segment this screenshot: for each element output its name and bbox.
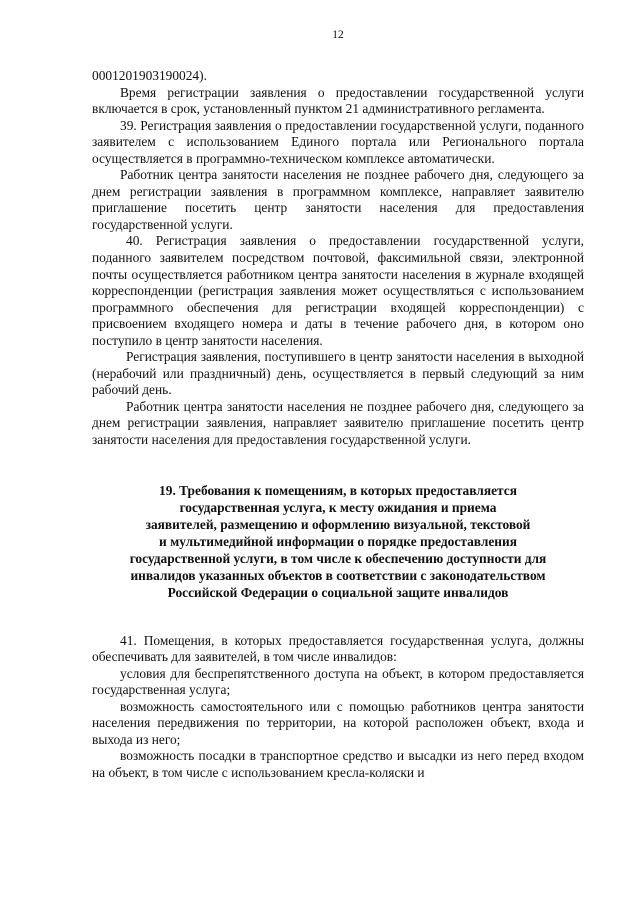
paragraph: Работник центра занятости населения не позднее рабочего дня, следующего за днем регистрации заявления, направляет заявителю приглашение посетить центр занятости населения для предоставления государственной услуги. — [92, 398, 584, 448]
paragraph: Время регистрации заявления о предоставлении государственной услуги включается в срок, установленный пунктом 21 административного регламента. — [92, 84, 584, 117]
paragraph: 41. Помещения, в которых предоставляется государственная услуга, должны обеспечивать для заявителей, в том числе инвалидов: — [92, 632, 584, 665]
body-bottom — [92, 633, 584, 782]
paragraph: Регистрация заявления, поступившего в центр занятости населения в выходной (нерабочий или праздничный) день, осуществляется в первый следующий за ним рабочий день. — [92, 349, 584, 398]
body-top — [92, 68, 584, 449]
heading-line: заявителей, размещению и оформлению визуальной, текстовой — [145, 516, 531, 532]
paragraph: возможность самостоятельного или с помощью работников центра занятости населения передвижения по территории, на которой расположен объект, входа и выхода из него; — [92, 698, 584, 747]
paragraph: возможность посадки в транспортное средство и высадки из него перед входом на объект, в том числе с использованием кресла-коляски и — [92, 748, 584, 780]
heading-line: 19. Требования к помещениям, в которых предоставляется — [159, 482, 517, 498]
heading-line: государственная услуга, к месту ожидания и приема — [179, 499, 497, 515]
document-page — [92, 28, 584, 782]
page-number: 12 — [332, 29, 344, 41]
section-heading — [92, 482, 584, 601]
paragraph: 39. Регистрация заявления о предоставлении государственной услуги, поданного заявителем с использованием Единого портала или Регионального портала осуществляется в программно-техническом комплексе автоматически. — [92, 117, 584, 166]
paragraph: Работник центра занятости населения не позднее рабочего дня, следующего за днем регистрации заявления в программном комплексе, направляет заявителю приглашение посетить центр занятости населения для предоставления государственной услуги. — [92, 167, 584, 232]
heading-line: Российской Федерации о социальной защите инвалидов — [167, 584, 509, 600]
paragraph: условия для беспрепятственного доступа на объект, в котором предоставляется государственная услуга; — [92, 665, 584, 698]
heading-line: и мультимедийной информации о порядке предоставления — [159, 533, 517, 549]
paragraph: 0001201903190024). — [92, 68, 207, 83]
paragraph: 40. Регистрация заявления о предоставлении государственной услуги, поданного заявителем посредством почтовой, факсимильной связи, электронной почты осуществляется работником центра занятости населения в журнале входящей корреспонденции (регистрация заявления может осуществляться с использованием программного обеспечения для регистрации входящей корреспонденции) с присвоением входящего номера и даты в течение рабочего дня, в котором оно поступило в центр занятости населения. — [92, 233, 584, 348]
heading-line: инвалидов указанных объектов в соответствии с законодательством — [130, 567, 546, 583]
heading-line: государственной услуги, в том числе к обеспечению доступности для — [129, 550, 547, 566]
